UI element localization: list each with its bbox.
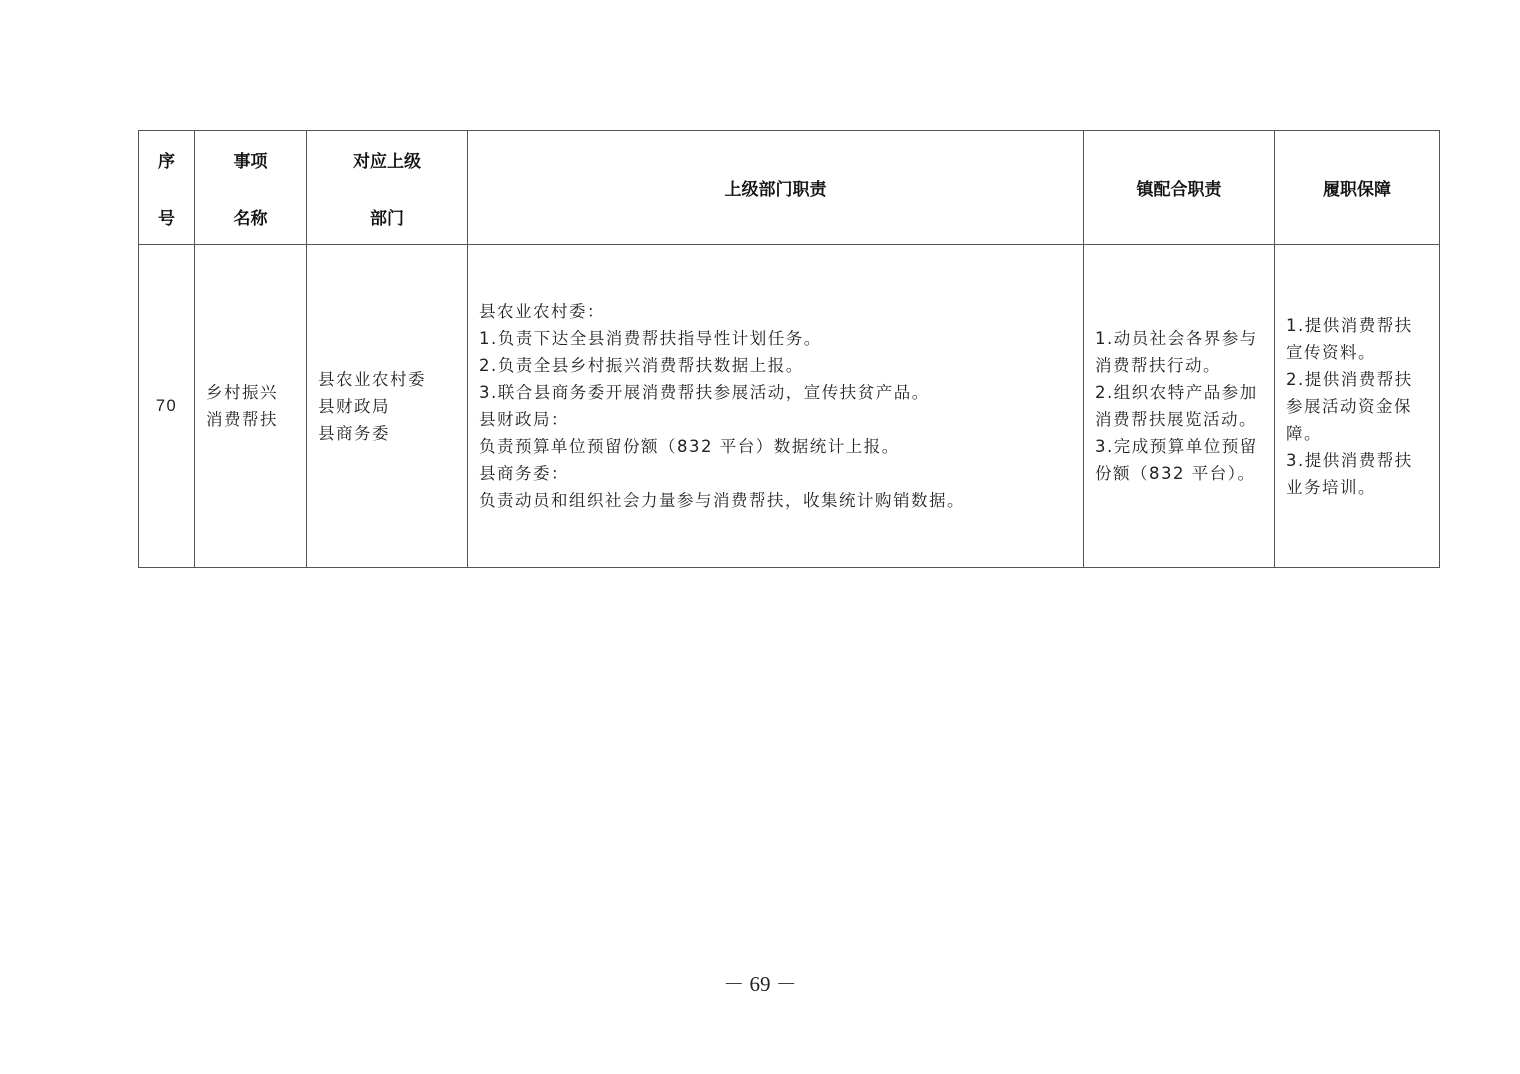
header-town-duty: 镇配合职责 — [1084, 131, 1275, 245]
town-duty-line: 消费帮扶展览活动。 — [1095, 410, 1257, 429]
duty-table — [138, 130, 1440, 568]
duty-line: 县商务委： — [479, 464, 569, 483]
dept-line: 县财政局 — [318, 396, 390, 416]
page-number: － 69 － — [723, 972, 797, 996]
header-superior-duty: 上级部门职责 — [468, 131, 1084, 245]
guarantee-line: 参展活动资金保 — [1286, 396, 1412, 416]
item-name-line: 乡村振兴 — [206, 383, 278, 402]
item-name-line: 消费帮扶 — [206, 410, 278, 429]
town-duty-line: 1.动员社会各界参与 — [1095, 329, 1258, 348]
duty-line: 2.负责全县乡村振兴消费帮扶数据上报。 — [479, 356, 804, 375]
header-dept-line2: 部门 — [370, 208, 404, 229]
header-seq — [139, 131, 195, 245]
header-superior-dept — [307, 131, 468, 245]
duty-line: 3.联合县商务委开展消费帮扶参展活动，宣传扶贫产品。 — [479, 383, 930, 402]
duty-line: 负责预算单位预留份额（832 平台）数据统计上报。 — [479, 437, 900, 456]
dept-line: 县农业农村委 — [318, 369, 426, 389]
table-header-row — [139, 131, 1440, 245]
row-town-duty — [1084, 245, 1275, 568]
table-row — [139, 245, 1440, 568]
row-depts — [307, 245, 468, 568]
header-guarantee: 履职保障 — [1275, 131, 1440, 245]
header-item-line1: 事项 — [233, 151, 268, 172]
header-item-line2: 名称 — [233, 208, 268, 229]
guarantee-line: 宣传资料。 — [1286, 342, 1376, 362]
duty-line: 县财政局： — [479, 410, 569, 429]
duty-line: 负责动员和组织社会力量参与消费帮扶，收集统计购销数据。 — [479, 491, 965, 510]
town-duty-line: 消费帮扶行动。 — [1095, 356, 1221, 375]
town-duty-line: 2.组织农特产品参加 — [1095, 383, 1258, 402]
header-item-name — [195, 131, 307, 245]
header-seq-line2: 号 — [158, 208, 175, 229]
guarantee-line: 业务培训。 — [1286, 477, 1376, 497]
row-seq: 70 — [139, 245, 195, 568]
header-seq-line1: 序 — [158, 151, 175, 172]
duty-line: 县农业农村委： — [479, 302, 605, 321]
town-duty-line: 份额（832 平台）。 — [1095, 464, 1256, 483]
row-item-name — [195, 245, 307, 568]
dept-line: 县商务委 — [318, 423, 390, 443]
duty-line: 1.负责下达全县消费帮扶指导性计划任务。 — [479, 329, 822, 348]
row-superior-duty — [468, 245, 1084, 568]
header-dept-line1: 对应上级 — [353, 151, 421, 172]
guarantee-line: 2.提供消费帮扶 — [1286, 369, 1413, 389]
guarantee-line: 1.提供消费帮扶 — [1286, 315, 1413, 335]
guarantee-line: 3.提供消费帮扶 — [1286, 450, 1413, 470]
town-duty-line: 3.完成预算单位预留 — [1095, 437, 1258, 456]
row-guarantee — [1275, 245, 1440, 568]
guarantee-line: 障。 — [1286, 423, 1322, 443]
